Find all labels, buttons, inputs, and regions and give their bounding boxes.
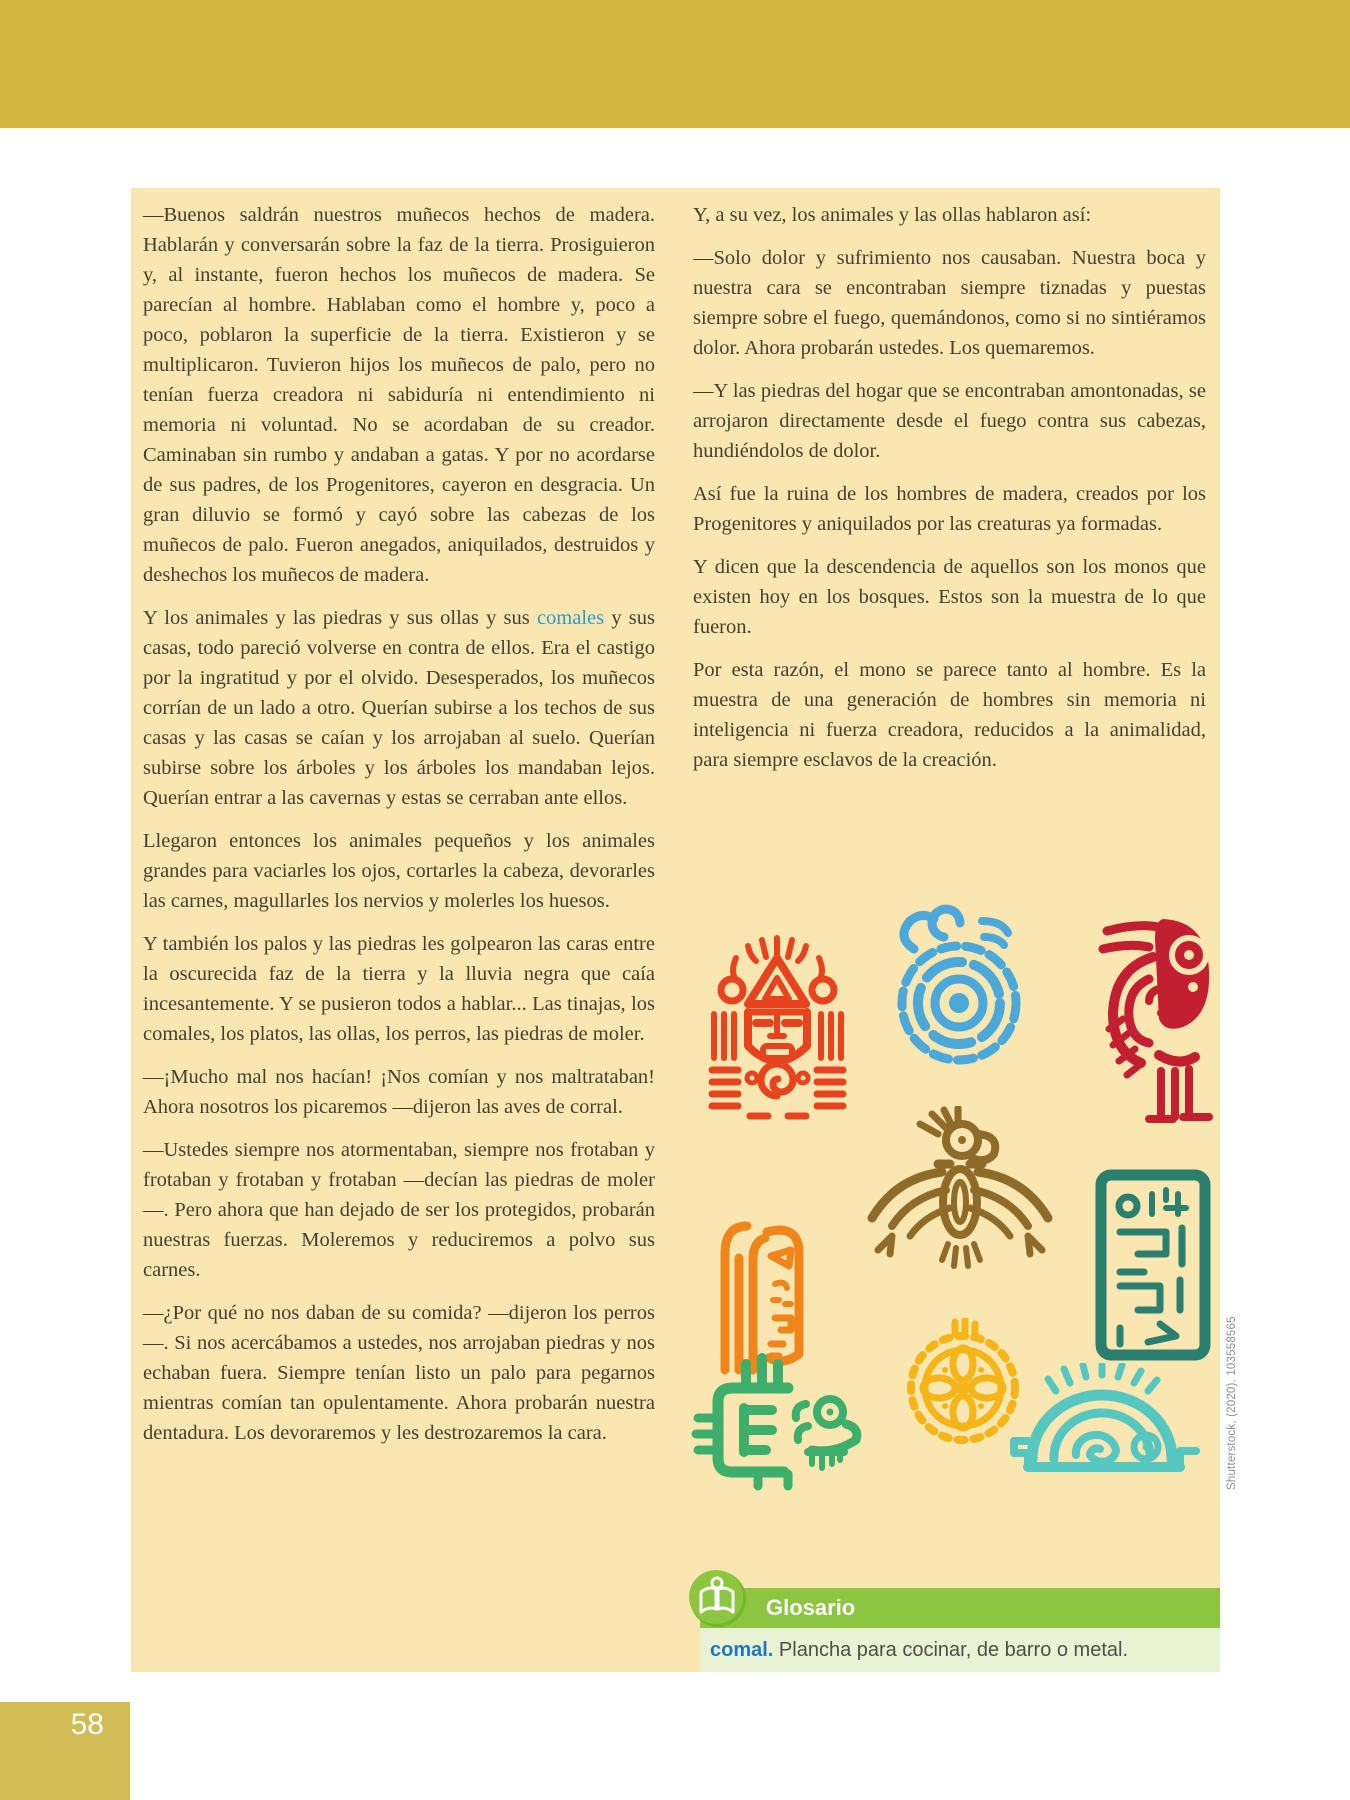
snail-dome-glyph-icon <box>998 1363 1210 1485</box>
paragraph: —¿Por qué no nos daban de su comida? —dijeron los perros—. Si nos acercábamos a ustedes, nos arrojaban piedras y nos echaban fuera. Siempre tenían listo un palo para pegarnos mientras comían tan opulentamente. Ahora probarán nuestra dentadura. Los devoraremos y les destrozaremos la cara. <box>143 1302 655 1444</box>
text-column-right <box>693 200 1206 788</box>
fish-glyph-icon <box>688 1348 868 1492</box>
open-book-icon <box>687 1568 747 1628</box>
glossary-term-link[interactable]: comales <box>536 607 605 629</box>
text-column-left <box>143 200 655 1461</box>
glossary-definition-box <box>700 1628 1220 1672</box>
paragraph: Por esta razón, el mono se parece tanto al hombre. Es la muestra de una generación de hombres sin memoria ni inteligencia ni fuerza creadora, reducidos a la animalidad, para siempre esclavos de la creación. <box>693 659 1206 771</box>
page-number-band <box>0 1702 130 1800</box>
glossary-definition: Plancha para cocinar, de barro o metal. <box>778 1638 1129 1661</box>
paragraph: —Solo dolor y sufrimiento nos causaban. Nuestra boca y nuestra cara se encontraban siempre tiznadas y puestas siempre sobre el fuego, quemándonos, como si no sintiéramos dolor. Ahora probarán ustedes. Los quemaremos. <box>693 247 1206 359</box>
header-band <box>0 0 1350 128</box>
glossary-header-bar <box>700 1588 1220 1628</box>
paragraph: Así fue la ruina de los hombres de madera, creados por los Progenitores y aniquilados por las creaturas ya formadas. <box>693 483 1206 535</box>
paragraph: Y los animales y las piedras y sus ollas y sus comales y sus casas, todo pareció volverse en contra de ellos. Era el castigo por la ingratitud y por el olvido. Desesperados, los muñecos corrían de un lado a otro. Querían subirse a los techos de sus casas y las casas se caían y los arrojaban al suelo. Querían subirse sobre los árboles y los árboles los mandaban lejos. Querían entrar a las cavernas y estas se cerraban ante ellos. <box>143 607 655 809</box>
page-number: 58 <box>70 1708 104 1741</box>
glossary-term: comal. <box>710 1638 774 1661</box>
paragraph: Y también los palos y las piedras les golpearon las caras entre la oscurecida faz de la tierra y la lluvia negra que caía incesantemente. Y se pusieron todos a hablar... Las tinajas, los comales, los platos, las ollas, los perros, las piedras de moler. <box>143 933 655 1045</box>
paragraph: —Y las piedras del hogar que se encontraban amontonadas, se arrojaron directamente desde el fuego contra sus cabezas, hundiéndolos de dolor. <box>693 380 1206 462</box>
mask-glyph-icon <box>700 928 855 1128</box>
eagle-glyph-icon <box>862 1106 1058 1275</box>
paragraph: —¡Mucho mal nos hacían! ¡Nos comían y nos maltrataban! Ahora nosotros los picaremos —dijeron las aves de corral. <box>143 1066 655 1118</box>
photo-credit: Shutterstock, (2020). 103558565 <box>1226 1316 1238 1490</box>
glossary-title: Glosario <box>766 1595 856 1620</box>
maze-tablet-glyph-icon <box>1094 1168 1212 1362</box>
paragraph: —Buenos saldrán nuestros muñecos hechos de madera. Hablarán y conversarán sobre la faz de la tierra. Prosiguieron y, al instante, fueron hechos los muñecos de madera. Se parecían al hombre. Hablaban como el hombre y, poco a poco, poblaron la superficie de la tierra. Existieron y se multiplicaron. Tuvieron hijos los muñecos de palo, pero no tenían fuerza creadora ni sabiduría ni entendimiento ni memoria ni voluntad. No se acordaban de su creador. Caminaban sin rumbo y andaban a gatas. Y por no acordarse de sus padres, de los Progenitores, cayeron en desgracia. Un gran diluvio se formó y cayó sobre las cabezas de los muñecos de palo. Fueron anegados, aniquilados, destruidos y deshechos los muñecos de madera. <box>143 204 655 586</box>
sun-disc-glyph-icon <box>888 903 1030 1075</box>
perched-bird-glyph-icon <box>1097 905 1217 1135</box>
page-content-panel <box>131 188 1220 1672</box>
paragraph: Y, a su vez, los animales y las ollas hablaron así: <box>693 204 1092 226</box>
paragraph: Y dicen que la descendencia de aquellos son los monos que existen hoy en los bosques. Estos son la muestra de lo que fueron. <box>693 556 1206 638</box>
paragraph: —Ustedes siempre nos atormentaban, siempre nos frotaban y frotaban y frotaban y frotaban —decían las piedras de moler—. Pero ahora que han dejado de ser los protegidos, probarán nuestras fuerzas. Moleremos y reduciremos a polvo sus carnes. <box>143 1139 655 1281</box>
paragraph: Llegaron entonces los animales pequeños y los animales grandes para vaciarles los ojos, cortarles la cabeza, devorarles las carnes, magullarles los nervios y molerles los huesos. <box>143 830 655 912</box>
